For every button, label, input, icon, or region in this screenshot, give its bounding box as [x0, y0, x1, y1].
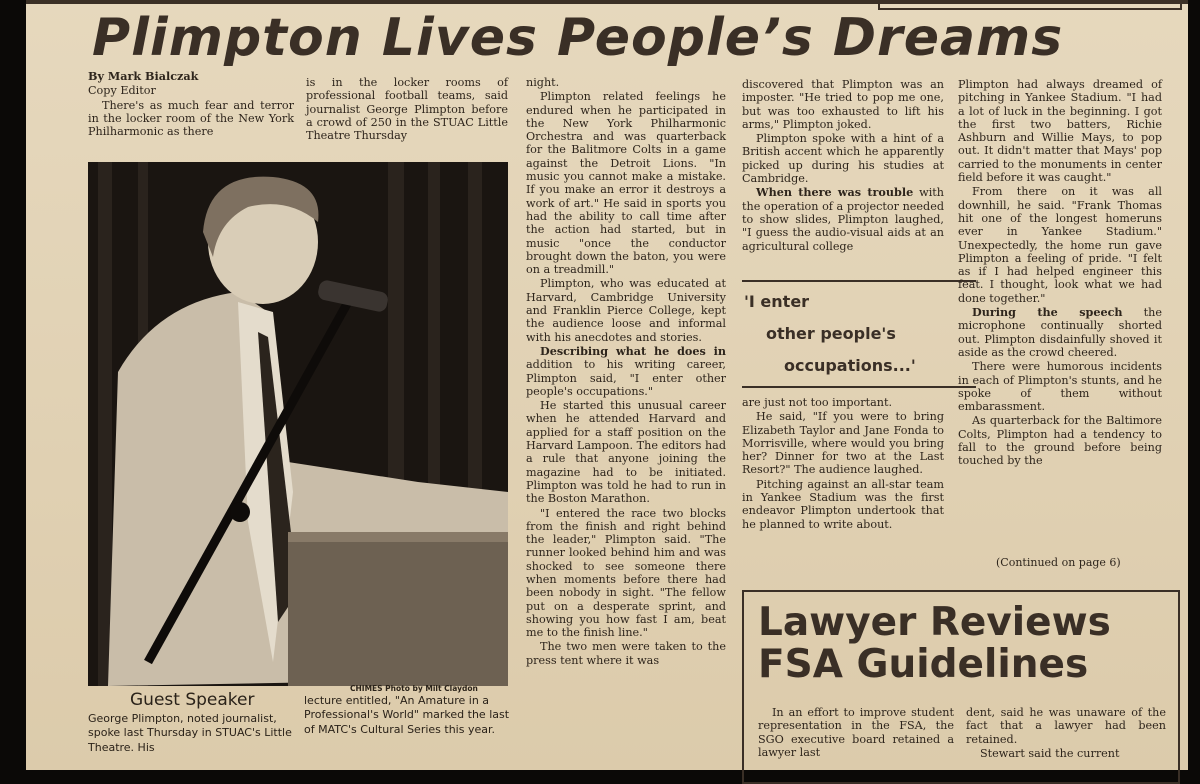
story-2-paragraph: Stewart said the current	[980, 746, 1120, 760]
article-column-3	[526, 76, 726, 668]
column-5-paragraph: From there on it was all downhill, he said. "Frank Thomas hit one of the longest homeruns ever in Yankee Stadium." Unexpectedly, the home run gave Plimpton a feeling of pride. "I felt as if I had helped engineer this feat. I thought, look what we had done together."	[958, 185, 1162, 305]
caption-text-2: lecture entitled, "An Amature in a Professional's World" marked the last of MATC's Cultural Series this year.	[304, 694, 510, 736]
story-2-paragraph: dent, said he was unaware of the fact that a lawyer had been retained.	[966, 706, 1166, 746]
story-2-paragraph: In an effort to improve student representation in the FSA, the SGO executive board retained a lawyer last	[758, 706, 954, 759]
article-column-2	[306, 76, 508, 143]
column-4-paragraph: discovered that Plimpton was an imposter. "He tried to pop me one, but was too exhausted to lift his arms," Plimpton joked.	[742, 78, 944, 131]
pull-quote-line-1: 'I enter	[744, 292, 810, 311]
column-3-paragraph: The two men were taken to the press tent where it was	[526, 640, 726, 667]
story-2-box	[742, 590, 1180, 784]
column-4-paragraph: Plimpton spoke with a hint of a British accent which he apparently picked up during his studies at Cambridge.	[742, 132, 944, 186]
column-4-paragraph: He said, "If you were to bring Elizabeth Taylor and Jane Fonda to Morrisville, where would you bring her? Dinner for two at the Last Resort?" The audience laughed.	[742, 410, 944, 477]
column-5-paragraph: the microphone continually shorted out. Plimpton disdainfully shoved it aside as the crowd cheered.	[958, 306, 1162, 359]
article-column-4	[742, 78, 944, 254]
column-3-paragraph: night.	[526, 76, 560, 89]
byline: By Mark Bialczak	[88, 69, 199, 83]
subhead-lead: Describing what he does in	[540, 343, 726, 358]
column-2-paragraph: is in the locker rooms of professional football teams, said journalist George Plimpton before a crowd of 250 in the STUAC Little Theatre Thursday	[306, 76, 508, 143]
story-2-headline-line-2: FSA Guidelines	[758, 642, 1089, 687]
pull-quote	[742, 280, 976, 388]
story-2-column-1	[758, 706, 954, 760]
continued-note: (Continued on page 6)	[996, 556, 1121, 569]
column-5-paragraph: Plimpton had always dreamed of pitching in Yankee Stadium. "I had a lot of luck in the beginning. I got the first two batters, Richie Ashburn and Willie Mays, to pop out. It didn't matter that Mays' pop carried to the monuments in center field before it was caught."	[958, 78, 1162, 185]
main-headline: Plimpton Lives People’s Dreams	[92, 8, 1064, 68]
speaker-illustration	[88, 162, 508, 686]
story-2-column-2	[966, 706, 1166, 761]
caption-text-1: George Plimpton, noted journalist, spoke last Thursday in STUAC's Little Theatre. His	[88, 712, 292, 754]
subhead-lead: During the speech	[972, 305, 1123, 320]
pull-quote-line-3: occupations...'	[784, 356, 916, 375]
subhead-lead: When there was trouble	[756, 185, 914, 200]
column-4-paragraph: with the operation of a projector needed to show slides, Plimpton laughed, "I guess the audio-visual aids at an agricultural college	[742, 186, 945, 253]
column-3-paragraph: Plimpton, who was educated at Harvard, Cambridge University and Franklin Pierce College, kept the audience loose and informal with his anecdotes and stories.	[526, 277, 726, 344]
column-3-paragraph: Plimpton related feelings he endured when he participated in the New York Philharmonic Orchestra and was quarterback for the Balitmore Colts in a game against the Detroit Lions. "In music you cannot make a mistake. If you make an error it destroys a work of art." He said in sports you had the ability to call time after the action had started, but in music "once the conductor brought down the baton, you were on a treadmill."	[526, 90, 726, 277]
pull-quote-line-2: other people's	[766, 324, 896, 343]
column-3-paragraph: He started this unusual career when he attended Harvard and applied for a staff position on the Harvard Lampoon. The editors had a rule that anyone joining the magazine had to be initiated. Plimpton was told he had to run in the Boston Marathon.	[526, 399, 726, 506]
article-column-1	[88, 70, 294, 139]
caption-title: Guest Speaker	[130, 690, 255, 710]
photo-credit: CHIMES Photo by Milt Claydon	[350, 684, 478, 693]
speaker-photo	[88, 162, 508, 686]
article-column-5	[958, 78, 1162, 469]
article-column-4-continued	[742, 396, 944, 532]
column-5-paragraph: As quarterback for the Baltimore Colts, Plimpton had a tendency to fall to the ground before being touched by the	[958, 414, 1162, 468]
column-3-paragraph: addition to his writing career, Plimpton said, "I enter other people's occupations."	[526, 358, 726, 398]
column-5-paragraph: There were humorous incidents in each of Plimpton's stunts, and he spoke of them without embarassment.	[958, 360, 1162, 414]
column-3-paragraph: "I entered the race two blocks from the finish and right behind the leader," Plimpton said. "The runner looked behind him and was shocked to see someone there when moments before there had been nobody in sight. "The fellow put on a desperate sprint, and showing you how fast I am, beat me to the finish line."	[526, 506, 726, 640]
story-2-headline-line-1: Lawyer Reviews	[758, 600, 1111, 645]
lede-paragraph: There's as much fear and terror in the locker room of the New York Philharmonic as there	[88, 98, 294, 139]
column-4-paragraph: are just not too important.	[742, 396, 893, 409]
byline-title: Copy Editor	[88, 84, 156, 98]
column-4-paragraph: Pitching against an all-star team in Yankee Stadium was the first endeavor Plimpton undertook that he planned to write about.	[742, 477, 944, 531]
